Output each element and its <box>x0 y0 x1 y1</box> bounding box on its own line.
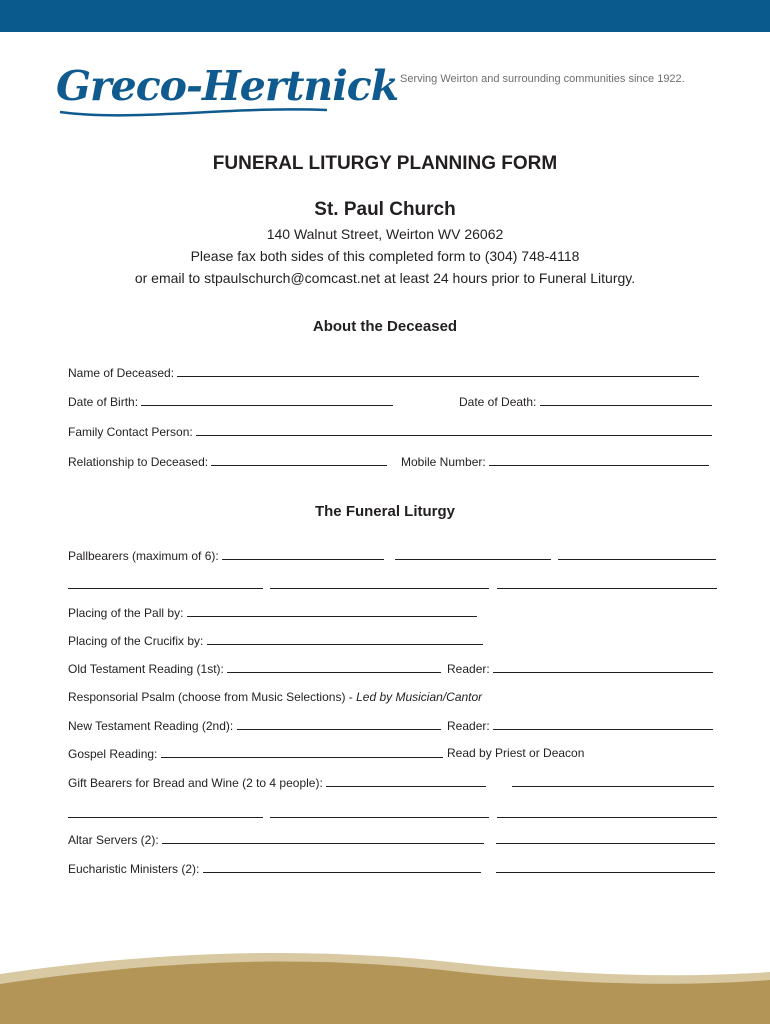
gift-bearer-field-5[interactable] <box>497 806 717 818</box>
dob-row <box>68 394 393 409</box>
eucharistic-field-2[interactable] <box>496 861 715 873</box>
psalm-label: Responsorial Psalm (choose from Music Selections) - <box>68 690 357 704</box>
footer-wave-gold <box>0 962 770 1024</box>
pallbearers-row <box>68 548 384 563</box>
crucifix-field[interactable] <box>207 633 483 645</box>
email-instructions: or email to stpaulschurch@comcast.net at least 24 hours prior to Funeral Liturgy. <box>134 270 636 286</box>
mobile-field[interactable] <box>489 454 709 466</box>
fax-instructions: Please fax both sides of this completed form to (304) 748-4118 <box>190 248 580 264</box>
pallbearers-label: Pallbearers (maximum of 6): <box>68 549 219 563</box>
nt-reader-label: Reader: <box>447 719 490 733</box>
section-heading-liturgy: The Funeral Liturgy <box>314 503 455 520</box>
top-color-bar <box>0 0 770 32</box>
pallbearer-field-6[interactable] <box>497 577 717 589</box>
old-testament-row <box>68 661 441 676</box>
psalm-row <box>68 690 482 704</box>
gospel-label: Gospel Reading: <box>68 747 158 761</box>
crucifix-label: Placing of the Crucifix by: <box>68 634 204 648</box>
section-heading-deceased: About the Deceased <box>312 318 458 335</box>
nt-reader-row <box>447 718 713 733</box>
tagline: Serving Weirton and surrounding communities since 1922. <box>400 73 685 85</box>
relationship-field[interactable] <box>211 454 387 466</box>
deceased-name-row <box>68 365 699 380</box>
eucharistic-row <box>68 861 481 876</box>
psalm-note: Led by Musician/Cantor <box>356 690 483 704</box>
nt-reader-field[interactable] <box>493 718 713 730</box>
eucharistic-field-1[interactable] <box>203 861 481 873</box>
gift-bearer-field-4[interactable] <box>270 806 489 818</box>
gospel-note: Read by Priest or Deacon <box>447 746 585 760</box>
gift-bearer-field-2[interactable] <box>512 775 714 787</box>
greco-hertnick-logo <box>52 50 399 120</box>
old-testament-label: Old Testament Reading (1st): <box>68 662 224 676</box>
pall-field[interactable] <box>187 605 477 617</box>
relationship-row <box>68 454 387 469</box>
contact-label: Family Contact Person: <box>68 425 193 439</box>
dod-label: Date of Death: <box>459 395 537 409</box>
eucharistic-label: Eucharistic Ministers (2): <box>68 862 200 876</box>
form-title: FUNERAL LITURGY PLANNING FORM <box>212 153 558 174</box>
altar-servers-label: Altar Servers (2): <box>68 833 159 847</box>
church-name: St. Paul Church <box>314 199 456 220</box>
relationship-label: Relationship to Deceased: <box>68 455 209 469</box>
gift-bearer-field-1[interactable] <box>326 775 486 787</box>
pallbearer-field-1[interactable] <box>222 548 384 560</box>
deceased-name-label: Name of Deceased: <box>68 366 175 380</box>
mobile-label: Mobile Number: <box>401 455 486 469</box>
pallbearer-field-3[interactable] <box>558 548 716 560</box>
dod-field[interactable] <box>540 394 712 406</box>
altar-servers-row <box>68 832 484 847</box>
ot-reader-row <box>447 661 713 676</box>
dob-label: Date of Birth: <box>68 395 139 409</box>
logo-swash <box>60 109 327 115</box>
contact-field[interactable] <box>196 424 712 436</box>
footer-wave <box>0 944 770 1024</box>
logo-wordmark: Greco-Hertnick <box>56 62 399 110</box>
altar-server-field-2[interactable] <box>496 832 715 844</box>
dod-row <box>459 394 712 409</box>
pallbearer-field-2[interactable] <box>395 548 551 560</box>
crucifix-row <box>68 633 483 648</box>
new-testament-label: New Testament Reading (2nd): <box>68 719 234 733</box>
new-testament-field[interactable] <box>237 718 441 730</box>
deceased-name-field[interactable] <box>177 365 699 377</box>
new-testament-row <box>68 718 441 733</box>
gift-bearers-label: Gift Bearers for Bread and Wine (2 to 4 people): <box>68 776 323 790</box>
gospel-row <box>68 746 443 761</box>
mobile-row <box>401 454 709 469</box>
pallbearer-field-4[interactable] <box>68 577 263 589</box>
ot-reader-label: Reader: <box>447 662 490 676</box>
gift-bearer-field-3[interactable] <box>68 806 263 818</box>
gift-bearers-row <box>68 775 486 790</box>
dob-field[interactable] <box>141 394 393 406</box>
pall-row <box>68 605 477 620</box>
pall-label: Placing of the Pall by: <box>68 606 184 620</box>
altar-server-field-1[interactable] <box>162 832 484 844</box>
old-testament-field[interactable] <box>227 661 441 673</box>
gospel-field[interactable] <box>161 746 443 758</box>
church-address: 140 Walnut Street, Weirton WV 26062 <box>266 226 504 242</box>
pallbearer-field-5[interactable] <box>270 577 489 589</box>
contact-row <box>68 424 712 439</box>
ot-reader-field[interactable] <box>493 661 713 673</box>
